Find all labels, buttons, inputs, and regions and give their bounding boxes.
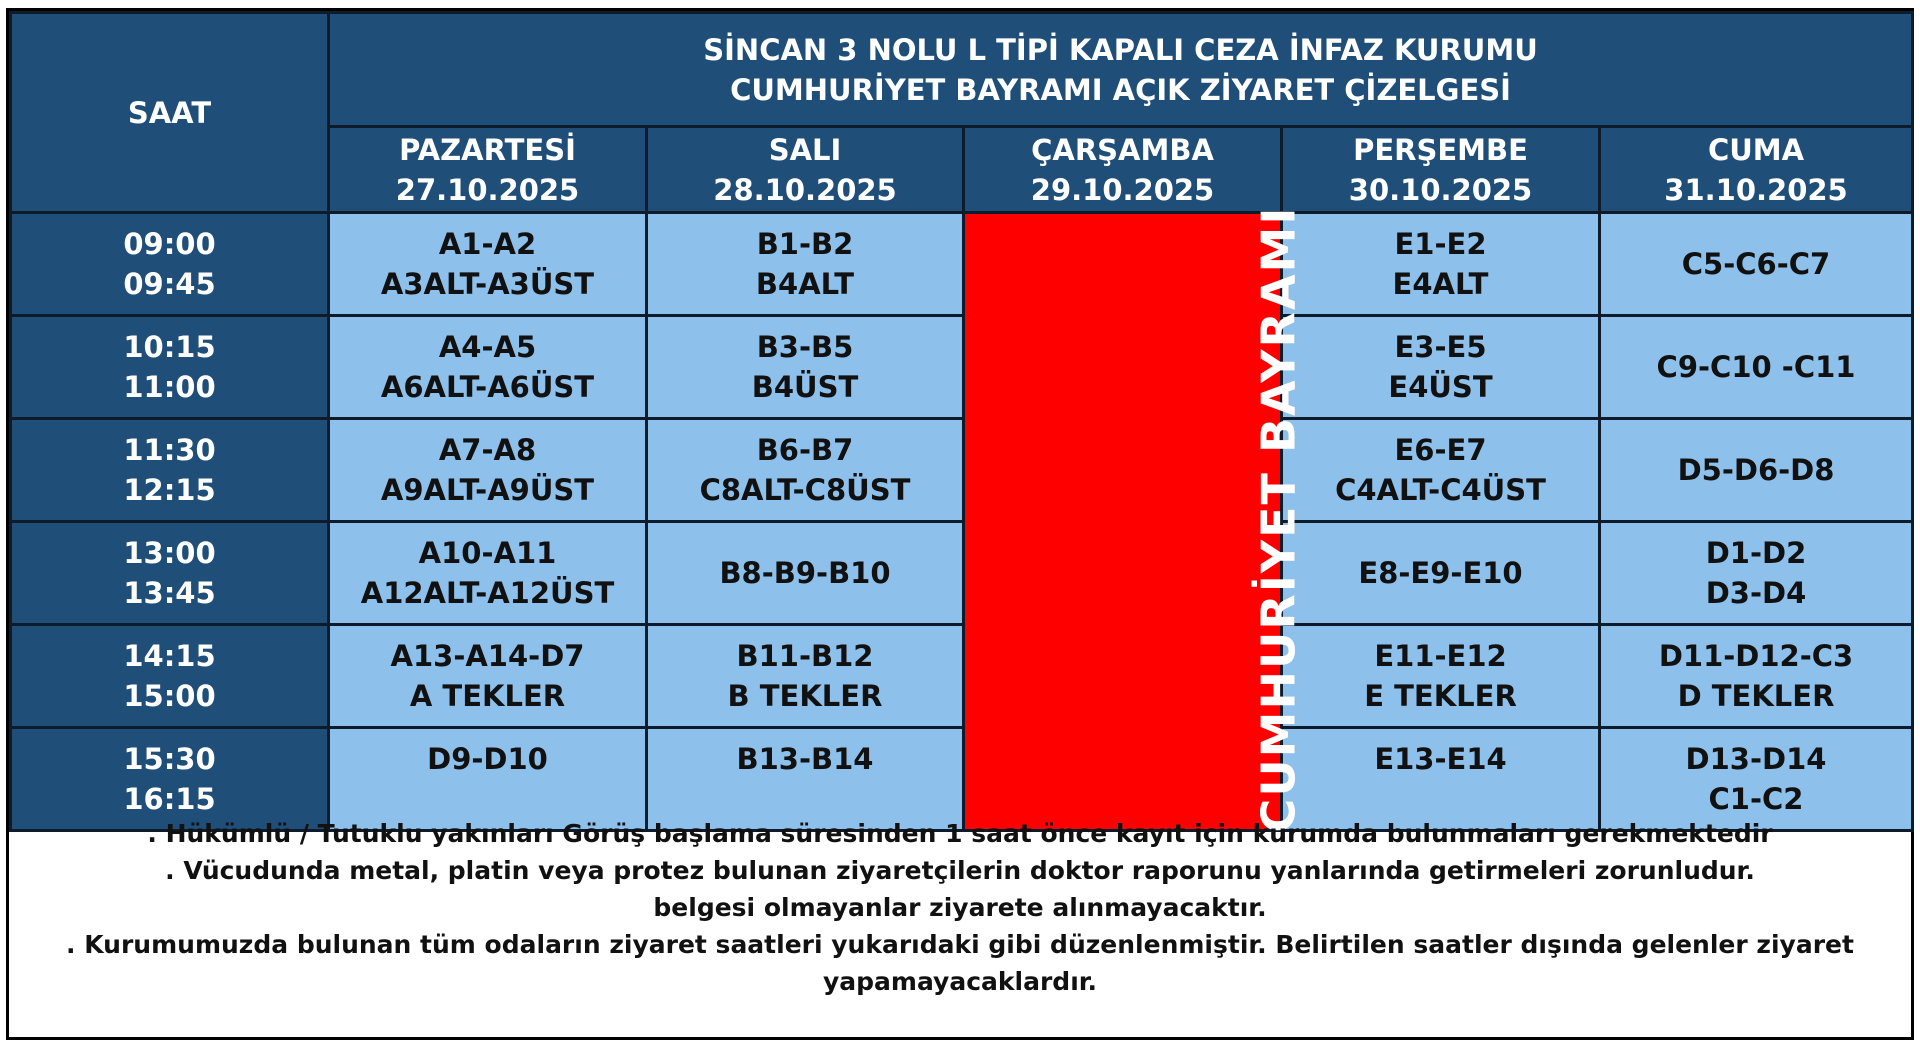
day-date: 31.10.2025: [1664, 172, 1848, 207]
ward-cell-mon: [329, 522, 647, 625]
ward-group: A12ALT-A12ÜST: [360, 576, 615, 610]
ward-group: A6ALT-A6ÜST: [380, 370, 595, 404]
day-header-mon: [329, 127, 647, 213]
ward-cell-tue: [647, 316, 964, 419]
day-date: 30.10.2025: [1348, 172, 1533, 207]
ward-group: C9-C10 -C11: [1656, 350, 1856, 384]
ward-group: D9-D10: [427, 742, 548, 776]
ward-cell-fri: [1600, 522, 1913, 625]
time-end: 09:45: [123, 267, 216, 301]
ward-group: C8ALT-C8ÜST: [699, 473, 911, 507]
day-name: ÇARŞAMBA: [1031, 132, 1214, 167]
ward-cell-thu: [1282, 213, 1600, 316]
schedule-row: [11, 625, 1913, 728]
day-date: 28.10.2025: [713, 172, 897, 207]
time-end: 11:00: [123, 370, 216, 404]
ward-group: B3-B5: [756, 330, 854, 364]
ward-group: C5-C6-C7: [1681, 247, 1831, 281]
time-start: 09:00: [123, 227, 216, 261]
ward-group: B4ALT: [755, 267, 855, 301]
time-start: 11:30: [123, 433, 216, 467]
ward-group: B6-B7: [756, 433, 854, 467]
ward-cell-mon: [329, 316, 647, 419]
schedule-row: [11, 213, 1913, 316]
time-slot: [11, 625, 329, 728]
ward-group: A13-A14-D7: [390, 639, 585, 673]
day-header-tue: [647, 127, 964, 213]
day-header-fri: [1600, 127, 1913, 213]
ward-group: E3-E5: [1394, 330, 1487, 364]
ward-group: E4ALT: [1392, 267, 1489, 301]
ward-group: A1-A2: [438, 227, 537, 261]
time-start: 15:30: [123, 742, 216, 776]
ward-group: B11-B12: [736, 639, 874, 673]
time-start: 10:15: [123, 330, 216, 364]
time-end: 15:00: [123, 679, 216, 713]
day-name: CUMA: [1707, 132, 1805, 167]
ward-group: E11-E12: [1374, 639, 1507, 673]
ward-group: E1-E2: [1394, 227, 1487, 261]
time-start: 14:15: [123, 639, 216, 673]
time-slot: [11, 419, 329, 522]
time-slot: [11, 522, 329, 625]
ward-group: A TEKLER: [409, 679, 566, 713]
schedule-row: [11, 316, 1913, 419]
ward-cell-mon: [329, 213, 647, 316]
holiday-label: CUMHURİYET BAYRAMI: [1251, 205, 1306, 832]
ward-group: B TEKLER: [727, 679, 883, 713]
ward-cell-tue: [647, 213, 964, 316]
ward-group: B1-B2: [756, 227, 854, 261]
ward-cell-mon: [329, 419, 647, 522]
visit-schedule-table: [9, 11, 1914, 832]
ward-group: E6-E7: [1394, 433, 1487, 467]
schedule-document: [6, 8, 1914, 1040]
day-name: SALI: [768, 132, 842, 167]
schedule-row: [11, 522, 1913, 625]
note-line-2: . Vücudunda metal, platin veya protez bulunan ziyaretçilerin doktor raporunu yanlarında getirmeleri zorunludur.: [165, 856, 1755, 885]
day-header-thu: [1282, 127, 1600, 213]
ward-group: B4ÜST: [751, 370, 859, 404]
ward-group: E13-E14: [1374, 742, 1507, 776]
ward-group: B13-B14: [736, 742, 874, 776]
ward-group: A7-A8: [438, 433, 537, 467]
notes-section: [9, 819, 1911, 1000]
time-slot: [11, 213, 329, 316]
ward-cell-fri: [1600, 213, 1913, 316]
ward-group: E4ÜST: [1388, 370, 1493, 404]
day-name: PERŞEMBE: [1353, 132, 1528, 167]
title-line-1: SİNCAN 3 NOLU L TİPİ KAPALI CEZA İNFAZ KURUMU: [703, 32, 1538, 67]
time-end: 16:15: [123, 782, 216, 816]
day-name: PAZARTESİ: [399, 132, 576, 167]
ward-group: B8-B9-B10: [719, 556, 891, 590]
note-line-1: . Hükümlü / Tutuklu yakınları Görüş başlama süresinden 1 saat önce kayıt için kurumda bulunmaları gerekmektedir: [147, 819, 1773, 848]
time-end: 13:45: [123, 576, 216, 610]
ward-group: A10-A11: [418, 536, 557, 570]
page-title: [329, 13, 1913, 127]
note-line-4: . Kurumumuzda bulunan tüm odaların ziyaret saatleri yukarıdaki gibi düzenlenmiştir. Belirtilen saatler dışında gelenler ziyaret: [66, 930, 1854, 959]
ward-cell-thu: [1282, 522, 1600, 625]
title-line-2: CUMHURİYET BAYRAMI AÇIK ZİYARET ÇİZELGESİ: [730, 72, 1511, 107]
ward-cell-thu: [1282, 625, 1600, 728]
note-line-5: yapamayacaklardır.: [822, 967, 1098, 996]
ward-group: E8-E9-E10: [1358, 556, 1523, 590]
ward-cell-mon: [329, 625, 647, 728]
holiday-block: [964, 205, 1306, 832]
ward-group: D TEKLER: [1677, 679, 1835, 713]
schedule-row: [11, 419, 1913, 522]
ward-cell-tue: [647, 625, 964, 728]
ward-group: D1-D2: [1705, 536, 1807, 570]
ward-group: E TEKLER: [1364, 679, 1517, 713]
day-date: 27.10.2025: [395, 172, 580, 207]
ward-cell-fri: [1600, 419, 1913, 522]
day-date: 29.10.2025: [1030, 172, 1215, 207]
ward-cell-tue: [647, 522, 964, 625]
ward-group: D13-D14: [1685, 742, 1827, 776]
ward-group: D5-D6-D8: [1677, 453, 1835, 487]
ward-group: A9ALT-A9ÜST: [380, 473, 595, 507]
ward-group: C1-C2: [1708, 782, 1804, 816]
note-line-3: belgesi olmayanlar ziyarete alınmayacaktır.: [653, 893, 1267, 922]
time-slot: [11, 316, 329, 419]
day-header-wed: [964, 127, 1282, 213]
ward-group: D11-D12-C3: [1658, 639, 1854, 673]
ward-cell-thu: [1282, 419, 1600, 522]
ward-cell-thu: [1282, 316, 1600, 419]
ward-group: D3-D4: [1705, 576, 1807, 610]
ward-cell-tue: [647, 419, 964, 522]
ward-group: C4ALT-C4ÜST: [1335, 473, 1546, 507]
ward-cell-fri: [1600, 625, 1913, 728]
time-start: 13:00: [123, 536, 216, 570]
ward-group: A4-A5: [438, 330, 537, 364]
ward-group: A3ALT-A3ÜST: [380, 267, 595, 301]
ward-cell-fri: [1600, 316, 1913, 419]
saat-header: SAAT: [11, 13, 329, 213]
time-end: 12:15: [123, 473, 216, 507]
